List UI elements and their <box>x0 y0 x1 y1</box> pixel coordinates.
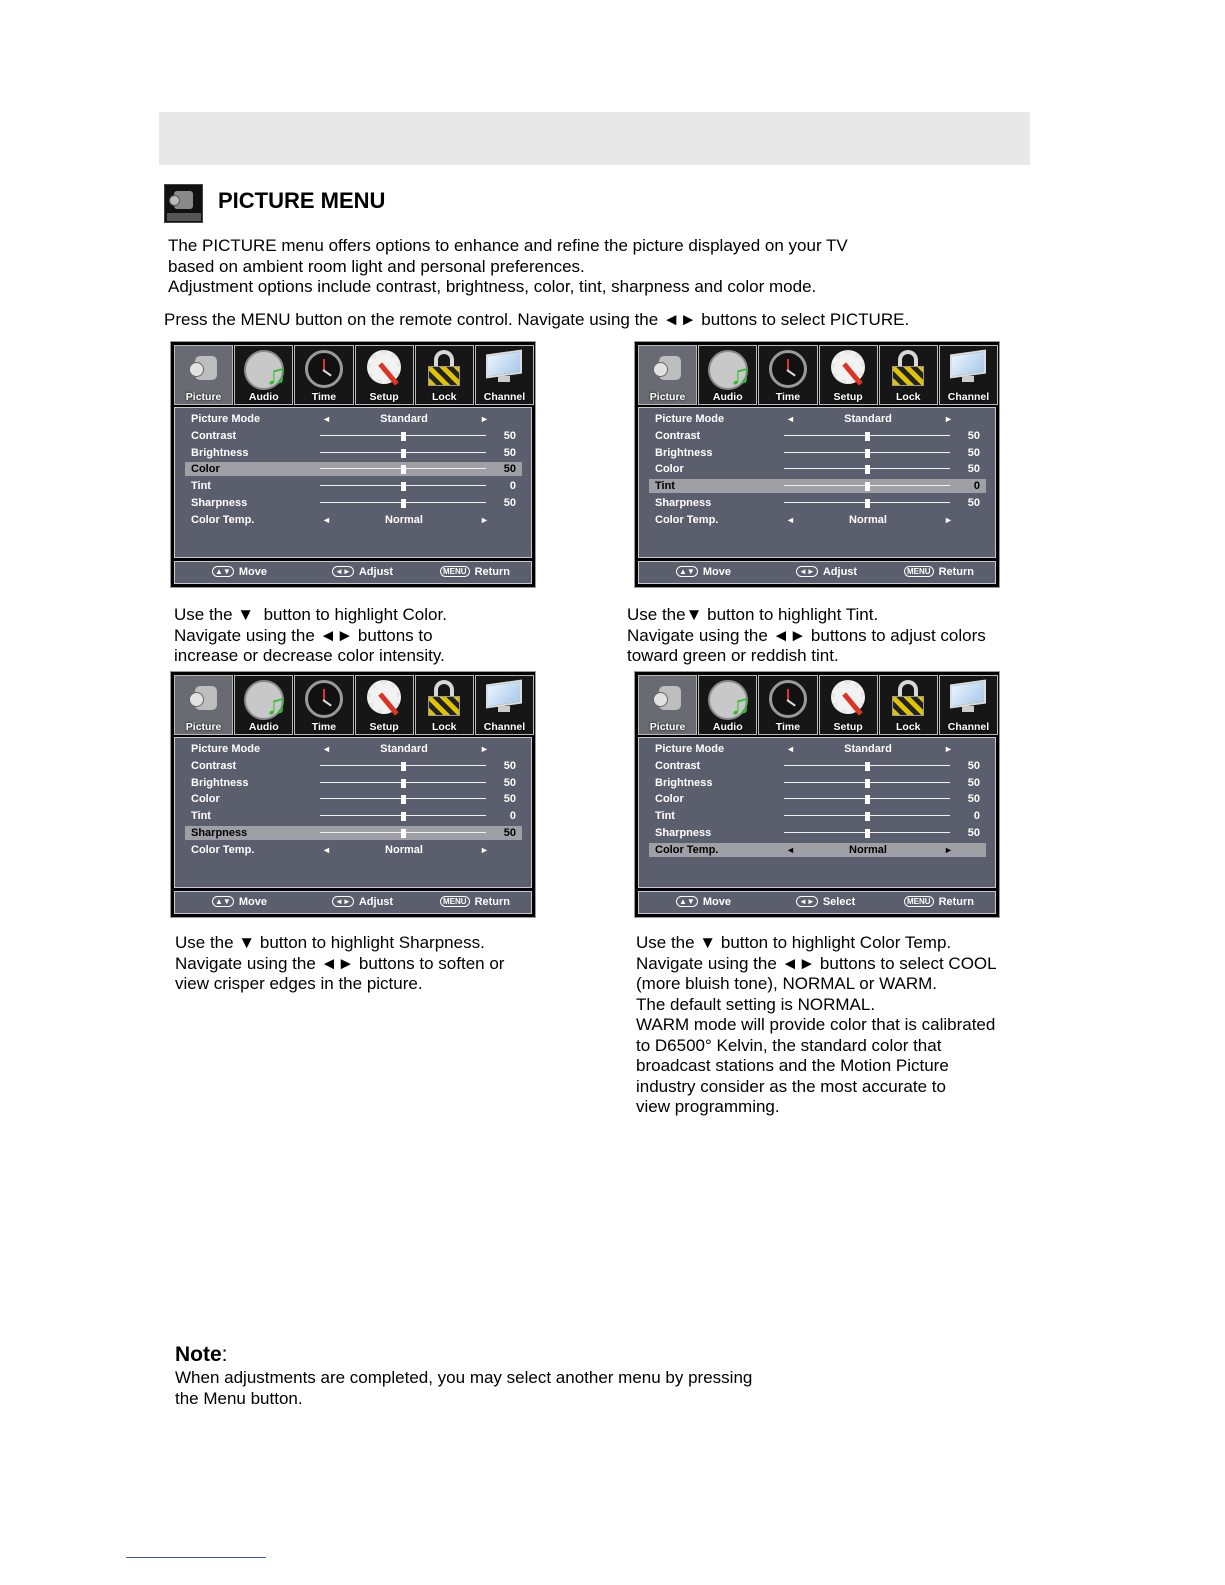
tab-picture[interactable] <box>174 345 233 405</box>
slider-value: 50 <box>503 497 516 509</box>
slider-value: 50 <box>503 776 516 789</box>
slider-knob[interactable] <box>401 432 406 441</box>
slider-value: 50 <box>967 463 980 476</box>
slider-knob[interactable] <box>401 829 406 838</box>
press-instruction: Press the MENU button on the remote control. Navigate using the ◄► buttons to select PICTURE. <box>164 310 910 329</box>
page-title: PICTURE MENU <box>218 188 386 213</box>
slider-value: 50 <box>967 446 980 459</box>
slider-knob[interactable] <box>401 762 406 771</box>
hint-label: Return <box>474 896 511 908</box>
caption-line: WARM mode will provide color that is calibrated <box>636 1015 996 1034</box>
menu-item-label: Color Temp. <box>191 513 255 526</box>
menu-item-label: Picture Mode <box>191 413 261 425</box>
audio-disc-icon: ♫ <box>708 350 748 390</box>
menu-item-label: Picture Mode <box>191 743 261 755</box>
caption-color-temp <box>636 933 997 1118</box>
slider-value: 0 <box>509 480 516 493</box>
slider-knob[interactable] <box>865 779 870 788</box>
menu-item-label: Brightness <box>191 446 249 459</box>
tab-label: Time <box>311 721 337 733</box>
slider-value: 50 <box>967 497 980 509</box>
slider-value: 0 <box>973 480 980 493</box>
menu-item-label: Color Temp. <box>655 513 719 526</box>
menu-tabs <box>638 675 998 735</box>
menu-item-tint[interactable] <box>649 479 986 493</box>
menu-item-label: Tint <box>655 810 675 823</box>
remote-button-icon: ▲▼ <box>212 896 234 907</box>
tab-label: Channel <box>483 391 526 403</box>
hint-label: Adjust <box>358 566 394 578</box>
hint-adjust <box>796 562 857 583</box>
menu-item-label: Contrast <box>191 759 237 772</box>
hint-adjust <box>332 562 393 583</box>
caption-line: industry consider as the most accurate to <box>636 1076 946 1096</box>
caption-line: toward green or reddish tint. <box>627 646 839 665</box>
menu-item-color[interactable] <box>185 462 522 476</box>
remote-button-icon: ▲▼ <box>676 566 698 577</box>
tab-picture[interactable] <box>638 675 697 735</box>
menu-item-picture-mode[interactable] <box>185 742 522 756</box>
menu-item-color[interactable] <box>185 792 522 806</box>
slider-value: 50 <box>503 446 516 459</box>
note-heading-text: Note <box>175 1343 222 1366</box>
menu-item-color-temp[interactable] <box>649 843 986 857</box>
monitor-icon <box>484 680 524 716</box>
menu-item-label: Picture Mode <box>655 413 725 425</box>
menu-item-label: Color <box>191 463 220 476</box>
hint-return <box>904 562 974 583</box>
menu-item-brightness[interactable] <box>185 446 522 460</box>
remote-button-icon: MENU <box>440 896 470 907</box>
tab-label: Time <box>775 721 801 733</box>
menu-item-option: Standard <box>380 413 428 425</box>
menu-item-brightness[interactable] <box>185 776 522 790</box>
lock-icon <box>428 350 460 388</box>
tab-label: Lock <box>432 391 457 403</box>
monitor-icon <box>484 350 524 386</box>
arrow-right-icon[interactable]: ► <box>944 744 953 754</box>
tab-setup[interactable] <box>355 675 414 735</box>
remote-button-icon: ▲▼ <box>676 896 698 907</box>
caption-line: broadcast stations and the Motion Picture <box>636 1056 949 1075</box>
slider-knob[interactable] <box>401 795 406 804</box>
clock-icon <box>305 350 343 388</box>
menu-list <box>174 737 532 888</box>
hint-label: Return <box>938 896 975 908</box>
hint-bar <box>638 561 996 584</box>
slider-knob[interactable] <box>401 812 406 821</box>
audio-disc-icon: ♫ <box>244 350 284 390</box>
lock-icon <box>892 680 924 718</box>
arrow-right-icon[interactable]: ► <box>944 844 953 855</box>
tab-label: Lock <box>432 721 457 733</box>
menu-item-color[interactable] <box>649 462 986 476</box>
menu-item-label: Tint <box>655 480 675 493</box>
slider-knob[interactable] <box>401 779 406 788</box>
hint-bar <box>638 891 996 914</box>
arrow-right-icon[interactable]: ► <box>480 514 489 525</box>
camera-icon <box>653 680 683 714</box>
slider-value: 50 <box>967 776 980 789</box>
tab-lock[interactable] <box>879 345 938 405</box>
clock-icon <box>769 350 807 388</box>
tab-label: Picture <box>185 721 222 733</box>
intro-line: The PICTURE menu offers options to enhance and refine the picture displayed on your TV <box>168 236 848 255</box>
remote-button-icon: ◄► <box>796 896 818 907</box>
hint-label: Adjust <box>822 566 858 578</box>
tab-label: Audio <box>248 391 279 403</box>
lock-icon <box>892 350 924 388</box>
tab-label: Audio <box>712 721 743 733</box>
remote-button-icon: MENU <box>904 896 934 907</box>
menu-item-sharpness[interactable] <box>649 496 986 510</box>
menu-item-label: Sharpness <box>191 827 248 839</box>
audio-disc-icon: ♫ <box>244 680 284 720</box>
tab-label: Setup <box>833 391 863 403</box>
slider-knob[interactable] <box>865 499 870 508</box>
clock-icon <box>769 680 807 718</box>
tab-picture[interactable] <box>638 345 697 405</box>
menu-item-label: Sharpness <box>191 497 248 509</box>
remote-button-icon: MENU <box>440 566 470 577</box>
hint-adjust <box>332 892 393 913</box>
footer-link-underline <box>126 1557 266 1558</box>
camera-icon <box>189 680 219 714</box>
caption-line: Use the ▼ button to highlight Color Temp. <box>636 933 952 952</box>
tab-channel[interactable] <box>475 675 534 735</box>
menu-item-color[interactable] <box>649 792 986 806</box>
menu-item-picture-mode[interactable] <box>649 742 986 756</box>
menu-item-contrast[interactable] <box>185 429 522 443</box>
lock-icon <box>428 680 460 718</box>
slider-knob[interactable] <box>865 795 870 804</box>
menu-item-label: Color Temp. <box>191 843 255 856</box>
caption-line: Use the ▼ button to highlight Sharpness. <box>175 933 485 952</box>
hint-return <box>904 892 974 913</box>
slider-knob[interactable] <box>865 465 870 474</box>
note-line: When adjustments are completed, you may select another menu by pressing <box>175 1368 753 1387</box>
caption-tint <box>627 605 986 667</box>
hint-return <box>440 562 510 583</box>
picture-menu-icon <box>164 184 203 223</box>
remote-button-icon: MENU <box>904 566 934 577</box>
slider-value: 50 <box>503 759 516 772</box>
note-line: the Menu button. <box>175 1388 303 1408</box>
tab-audio[interactable] <box>698 345 757 405</box>
tv-menu-screen <box>634 671 1000 918</box>
tab-label: Setup <box>833 721 863 733</box>
intro-line: Adjustment options include contrast, brightness, color, tint, sharpness and color mode. <box>168 277 817 296</box>
menu-list <box>638 407 996 558</box>
tab-label: Setup <box>369 391 399 403</box>
menu-item-color-temp[interactable] <box>649 513 986 527</box>
menu-item-option: Standard <box>380 743 428 755</box>
hint-label: Return <box>474 566 511 578</box>
menu-item-option: Normal <box>385 513 423 526</box>
hint-label: Move <box>238 566 267 578</box>
caption-line: to D6500° Kelvin, the standard color that <box>636 1035 942 1055</box>
tv-menu-screen <box>634 341 1000 588</box>
slider-knob[interactable] <box>401 465 406 474</box>
arrow-left-icon[interactable]: ◄ <box>322 744 331 754</box>
menu-item-option: Normal <box>385 843 423 856</box>
menu-item-brightness[interactable] <box>649 446 986 460</box>
slider-knob[interactable] <box>865 812 870 821</box>
hint-move <box>676 892 731 913</box>
caption-line: Navigate using the ◄► buttons to select COOL <box>636 953 997 973</box>
tab-label: Audio <box>712 391 743 403</box>
menu-item-label: Brightness <box>655 446 713 459</box>
menu-item-brightness[interactable] <box>649 776 986 790</box>
menu-item-color-temp[interactable] <box>185 843 522 857</box>
menu-tabs <box>174 345 534 405</box>
slider-value: 0 <box>973 810 980 823</box>
menu-item-label: Contrast <box>191 429 237 442</box>
menu-item-option: Standard <box>844 413 892 425</box>
tab-label: Lock <box>896 391 921 403</box>
hint-label: Move <box>702 566 731 578</box>
hint-label: Adjust <box>358 896 394 908</box>
menu-item-option: Normal <box>849 513 887 526</box>
hint-select <box>796 892 855 913</box>
hint-return <box>440 892 510 913</box>
caption-line: The default setting is NORMAL. <box>636 994 876 1014</box>
slider-value: 50 <box>967 793 980 806</box>
menu-item-label: Brightness <box>655 776 713 789</box>
slider-knob[interactable] <box>865 762 870 771</box>
tab-setup[interactable] <box>819 675 878 735</box>
tab-audio[interactable] <box>234 345 293 405</box>
arrow-right-icon[interactable]: ► <box>944 514 953 525</box>
menu-item-label: Contrast <box>655 429 701 442</box>
slider-knob[interactable] <box>865 432 870 441</box>
note-heading: Note: <box>175 1343 228 1366</box>
tab-setup[interactable] <box>355 345 414 405</box>
tab-time[interactable] <box>758 345 817 405</box>
tab-audio[interactable] <box>234 675 293 735</box>
tab-label: Time <box>311 391 337 403</box>
arrow-left-icon[interactable]: ◄ <box>786 514 795 525</box>
arrow-left-icon[interactable]: ◄ <box>786 844 795 855</box>
menu-item-label: Color <box>655 463 684 476</box>
menu-item-label: Sharpness <box>655 827 712 839</box>
menu-item-sharpness[interactable] <box>649 826 986 840</box>
tab-audio[interactable] <box>698 675 757 735</box>
menu-item-contrast[interactable] <box>649 759 986 773</box>
menu-list <box>638 737 996 888</box>
intro-line: based on ambient room light and personal preferences. <box>168 256 585 276</box>
arrow-right-icon[interactable]: ► <box>944 414 953 424</box>
hint-label: Move <box>238 896 267 908</box>
menu-item-sharpness[interactable] <box>185 826 522 840</box>
menu-item-option: Normal <box>849 843 887 856</box>
tab-time[interactable] <box>294 345 353 405</box>
arrow-right-icon[interactable]: ► <box>480 414 489 424</box>
hint-bar <box>174 891 532 914</box>
arrow-left-icon[interactable]: ◄ <box>322 514 331 525</box>
menu-item-label: Color <box>191 793 220 806</box>
slider-value: 50 <box>503 429 516 442</box>
monitor-icon <box>948 350 988 386</box>
slider-knob[interactable] <box>865 482 870 491</box>
menu-tabs <box>638 345 998 405</box>
caption-line: Navigate using the ◄► buttons to <box>174 625 433 645</box>
tab-channel[interactable] <box>939 675 998 735</box>
hint-move <box>676 562 731 583</box>
tab-label: Picture <box>649 721 686 733</box>
slider-value: 50 <box>967 429 980 442</box>
hint-bar <box>174 561 532 584</box>
caption-sharpness <box>175 933 504 995</box>
slider-knob[interactable] <box>865 829 870 838</box>
slider-knob[interactable] <box>865 449 870 458</box>
menu-item-label: Color Temp. <box>655 843 719 856</box>
tab-lock[interactable] <box>415 675 474 735</box>
menu-item-label: Color <box>655 793 684 806</box>
menu-item-tint[interactable] <box>649 809 986 823</box>
slider-value: 50 <box>503 827 516 839</box>
header-band <box>159 112 1030 165</box>
remote-button-icon: ◄► <box>332 896 354 907</box>
menu-item-contrast[interactable] <box>185 759 522 773</box>
tab-label: Audio <box>248 721 279 733</box>
menu-item-color-temp[interactable] <box>185 513 522 527</box>
audio-disc-icon: ♫ <box>708 680 748 720</box>
hint-move <box>212 892 267 913</box>
caption-line: Navigate using the ◄► buttons to soften or <box>175 953 505 973</box>
note-body <box>175 1368 752 1409</box>
caption-line: view crisper edges in the picture. <box>175 974 423 993</box>
slider-value: 50 <box>967 827 980 839</box>
menu-item-label: Picture Mode <box>655 743 725 755</box>
gear-icon <box>367 680 401 714</box>
tab-label: Setup <box>369 721 399 733</box>
tab-label: Channel <box>947 721 990 733</box>
tab-label: Picture <box>649 391 686 403</box>
camera-icon <box>653 350 683 384</box>
menu-item-picture-mode[interactable] <box>649 412 986 426</box>
remote-button-icon: ◄► <box>332 566 354 577</box>
hint-label: Return <box>938 566 975 578</box>
caption-line: Use the▼ button to highlight Tint. <box>627 605 879 624</box>
slider-knob[interactable] <box>401 449 406 458</box>
tab-lock[interactable] <box>415 345 474 405</box>
arrow-left-icon[interactable]: ◄ <box>322 844 331 855</box>
gear-icon <box>367 350 401 384</box>
menu-item-label: Tint <box>191 810 211 823</box>
tab-channel[interactable] <box>939 345 998 405</box>
arrow-right-icon[interactable]: ► <box>480 744 489 754</box>
monitor-icon <box>948 680 988 716</box>
remote-button-icon: ◄► <box>796 566 818 577</box>
menu-item-contrast[interactable] <box>649 429 986 443</box>
arrow-right-icon[interactable]: ► <box>480 844 489 855</box>
menu-item-label: Sharpness <box>655 497 712 509</box>
remote-button-icon: ▲▼ <box>212 566 234 577</box>
tab-label: Time <box>775 391 801 403</box>
menu-item-label: Brightness <box>191 776 249 789</box>
clock-icon <box>305 680 343 718</box>
caption-line: (more bluish tone), NORMAL or WARM. <box>636 974 938 993</box>
menu-item-option: Standard <box>844 743 892 755</box>
tab-setup[interactable] <box>819 345 878 405</box>
hint-label: Move <box>702 896 731 908</box>
menu-item-sharpness[interactable] <box>185 496 522 510</box>
slider-value: 50 <box>967 759 980 772</box>
slider-knob[interactable] <box>401 482 406 491</box>
hint-label: Select <box>822 896 856 908</box>
caption-line: increase or decrease color intensity. <box>174 646 445 665</box>
tab-label: Channel <box>947 391 990 403</box>
menu-item-picture-mode[interactable] <box>185 412 522 426</box>
arrow-left-icon[interactable]: ◄ <box>786 744 795 754</box>
slider-value: 50 <box>503 793 516 806</box>
caption-line: Navigate using the ◄► buttons to adjust colors <box>627 625 986 645</box>
caption-color <box>174 605 447 667</box>
tab-channel[interactable] <box>475 345 534 405</box>
slider-value: 50 <box>503 463 516 476</box>
gear-icon <box>831 680 865 714</box>
camera-icon <box>189 350 219 384</box>
menu-list <box>174 407 532 558</box>
caption-line: view programming. <box>636 1097 780 1116</box>
tv-menu-screen <box>170 671 536 918</box>
caption-line: Use the ▼ button to highlight Color. <box>174 605 447 624</box>
menu-item-tint[interactable] <box>185 479 522 493</box>
menu-item-tint[interactable] <box>185 809 522 823</box>
gear-icon <box>831 350 865 384</box>
tab-time[interactable] <box>758 675 817 735</box>
menu-item-label: Contrast <box>655 759 701 772</box>
tab-label: Picture <box>185 391 222 403</box>
tab-label: Channel <box>483 721 526 733</box>
arrow-left-icon[interactable]: ◄ <box>322 414 331 424</box>
tv-menu-screen <box>170 341 536 588</box>
tab-lock[interactable] <box>879 675 938 735</box>
menu-tabs <box>174 675 534 735</box>
slider-knob[interactable] <box>401 499 406 508</box>
tab-time[interactable] <box>294 675 353 735</box>
arrow-left-icon[interactable]: ◄ <box>786 414 795 424</box>
hint-move <box>212 562 267 583</box>
slider-value: 0 <box>509 810 516 823</box>
tab-label: Lock <box>896 721 921 733</box>
tab-picture[interactable] <box>174 675 233 735</box>
intro-text <box>168 236 848 298</box>
menu-item-label: Tint <box>191 480 211 493</box>
